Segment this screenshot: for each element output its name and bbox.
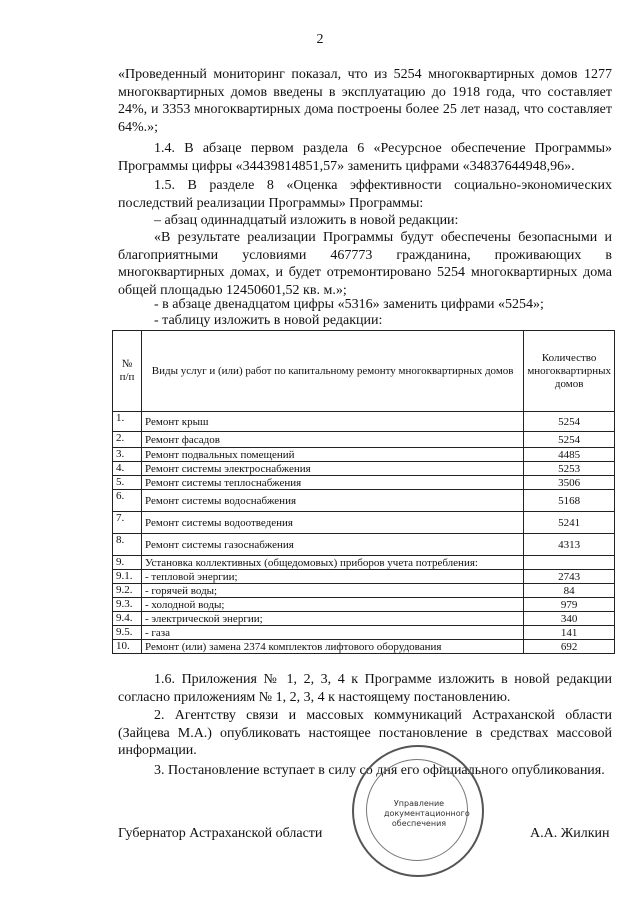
works-table	[112, 330, 615, 654]
cell-num: 9.3.	[113, 598, 142, 612]
table-row	[113, 598, 615, 612]
cell-num: 8.	[113, 534, 142, 556]
table-row	[113, 462, 615, 476]
table-row	[113, 512, 615, 534]
table-row	[113, 448, 615, 462]
clause-1-6: 1.6. Приложения № 1, 2, 3, 4 к Программе изложить в новой редакции согласно приложениям № 1, 2, 3, 4 к настоящему постановлению.	[118, 672, 612, 705]
cell-num: 1.	[113, 412, 142, 432]
cell-qty	[524, 556, 615, 570]
cell-qty: 5254	[524, 432, 615, 448]
cell-name: Ремонт системы водоснабжения	[142, 490, 524, 512]
table-row	[113, 476, 615, 490]
cell-num: 10.	[113, 640, 142, 654]
table-row	[113, 412, 615, 432]
cell-num: 7.	[113, 512, 142, 534]
cell-name: Ремонт системы водоотведения	[142, 512, 524, 534]
cell-qty: 5241	[524, 512, 615, 534]
cell-qty: 141	[524, 626, 615, 640]
cell-num: 9.2.	[113, 584, 142, 598]
cell-qty: 340	[524, 612, 615, 626]
cell-name: Ремонт (или) замена 2374 комплектов лифтового оборудования	[142, 640, 524, 654]
cell-name: Установка коллективных (общедомовых) приборов учета потребления:	[142, 556, 524, 570]
page-number: 2	[316, 32, 324, 47]
cell-name: Ремонт системы газоснабжения	[142, 534, 524, 556]
cell-name: Ремонт крыш	[142, 412, 524, 432]
table-row	[113, 570, 615, 584]
cell-num: 6.	[113, 490, 142, 512]
cell-name: Ремонт подвальных помещений	[142, 448, 524, 462]
table-row	[113, 534, 615, 556]
cell-qty: 2743	[524, 570, 615, 584]
cell-num: 4.	[113, 462, 142, 476]
clause-2: 2. Агентству связи и массовых коммуникаций Астраханской области (Зайцева М.А.) опубликовать настоящее постановление в средствах массовой информации.	[118, 708, 612, 758]
cell-name: - газа	[142, 626, 524, 640]
cell-name: - холодной воды;	[142, 598, 524, 612]
subclause-paragraph-12: - в абзаце двенадцатом цифры «5316» заменить цифрами «5254»;	[154, 297, 544, 312]
table-row	[113, 432, 615, 448]
cell-qty: 3506	[524, 476, 615, 490]
table-row	[113, 626, 615, 640]
seal-text: Управление документационного обеспечения	[384, 799, 470, 828]
cell-num: 9.5.	[113, 626, 142, 640]
cell-num: 3.	[113, 448, 142, 462]
cell-qty: 84	[524, 584, 615, 598]
table-row	[113, 584, 615, 598]
quote-monitoring: «Проведенный мониторинг показал, что из 5254 многоквартирных домов 1277 многоквартирных домов введены в эксплуатацию до 1918 года, что составляет 24%, и 3353 многоквартирных дома построены более 25 лет назад, что составляет 64%.»;	[118, 67, 612, 135]
cell-num: 5.	[113, 476, 142, 490]
table-row	[113, 640, 615, 654]
header-num: № п/п	[113, 331, 142, 412]
table-row	[113, 612, 615, 626]
cell-num: 9.4.	[113, 612, 142, 626]
table-row	[113, 490, 615, 512]
cell-name: Ремонт системы теплоснабжения	[142, 476, 524, 490]
cell-qty: 692	[524, 640, 615, 654]
cell-name: - тепловой энергии;	[142, 570, 524, 584]
cell-name: - электрической энергии;	[142, 612, 524, 626]
cell-num: 2.	[113, 432, 142, 448]
cell-qty: 979	[524, 598, 615, 612]
cell-name: Ремонт фасадов	[142, 432, 524, 448]
signature-title: Губернатор Астраханской области	[118, 826, 323, 841]
cell-num: 9.	[113, 556, 142, 570]
header-qty: Количество многоквартирных домов	[524, 331, 615, 412]
header-name: Виды услуг и (или) работ по капитальному ремонту многоквартирных домов	[142, 331, 524, 412]
subclause-table: - таблицу изложить в новой редакции:	[154, 313, 383, 328]
clause-1-5: 1.5. В разделе 8 «Оценка эффективности социально-экономических последствий реализации Программы» Программы:	[118, 178, 612, 211]
clause-3: 3. Постановление вступает в силу со дня его официального опубликования.	[154, 763, 605, 778]
cell-qty: 4313	[524, 534, 615, 556]
cell-qty: 5254	[524, 412, 615, 432]
official-seal	[352, 745, 484, 877]
cell-qty: 5168	[524, 490, 615, 512]
cell-qty: 5253	[524, 462, 615, 476]
subclause-paragraph-11: – абзац одиннадцатый изложить в новой редакции:	[154, 213, 459, 228]
clause-1-4: 1.4. В абзаце первом раздела 6 «Ресурсное обеспечение Программы» Программы цифры «34439814851,57» заменить цифрами «34837644948,96».	[118, 141, 612, 174]
cell-num: 9.1.	[113, 570, 142, 584]
quote-results: «В результате реализации Программы будут обеспечены безопасными и благоприятными условиями 467773 гражданина, проживающих в многоквартирных домах, и будет отремонтировано 5254 многоквартирных дома общей площадью 12450601,52 кв. м.»;	[118, 230, 612, 298]
signature-name: А.А. Жилкин	[530, 826, 610, 841]
cell-name: Ремонт системы электроснабжения	[142, 462, 524, 476]
cell-qty: 4485	[524, 448, 615, 462]
table-header-row	[113, 331, 615, 412]
cell-name: - горячей воды;	[142, 584, 524, 598]
table-row	[113, 556, 615, 570]
